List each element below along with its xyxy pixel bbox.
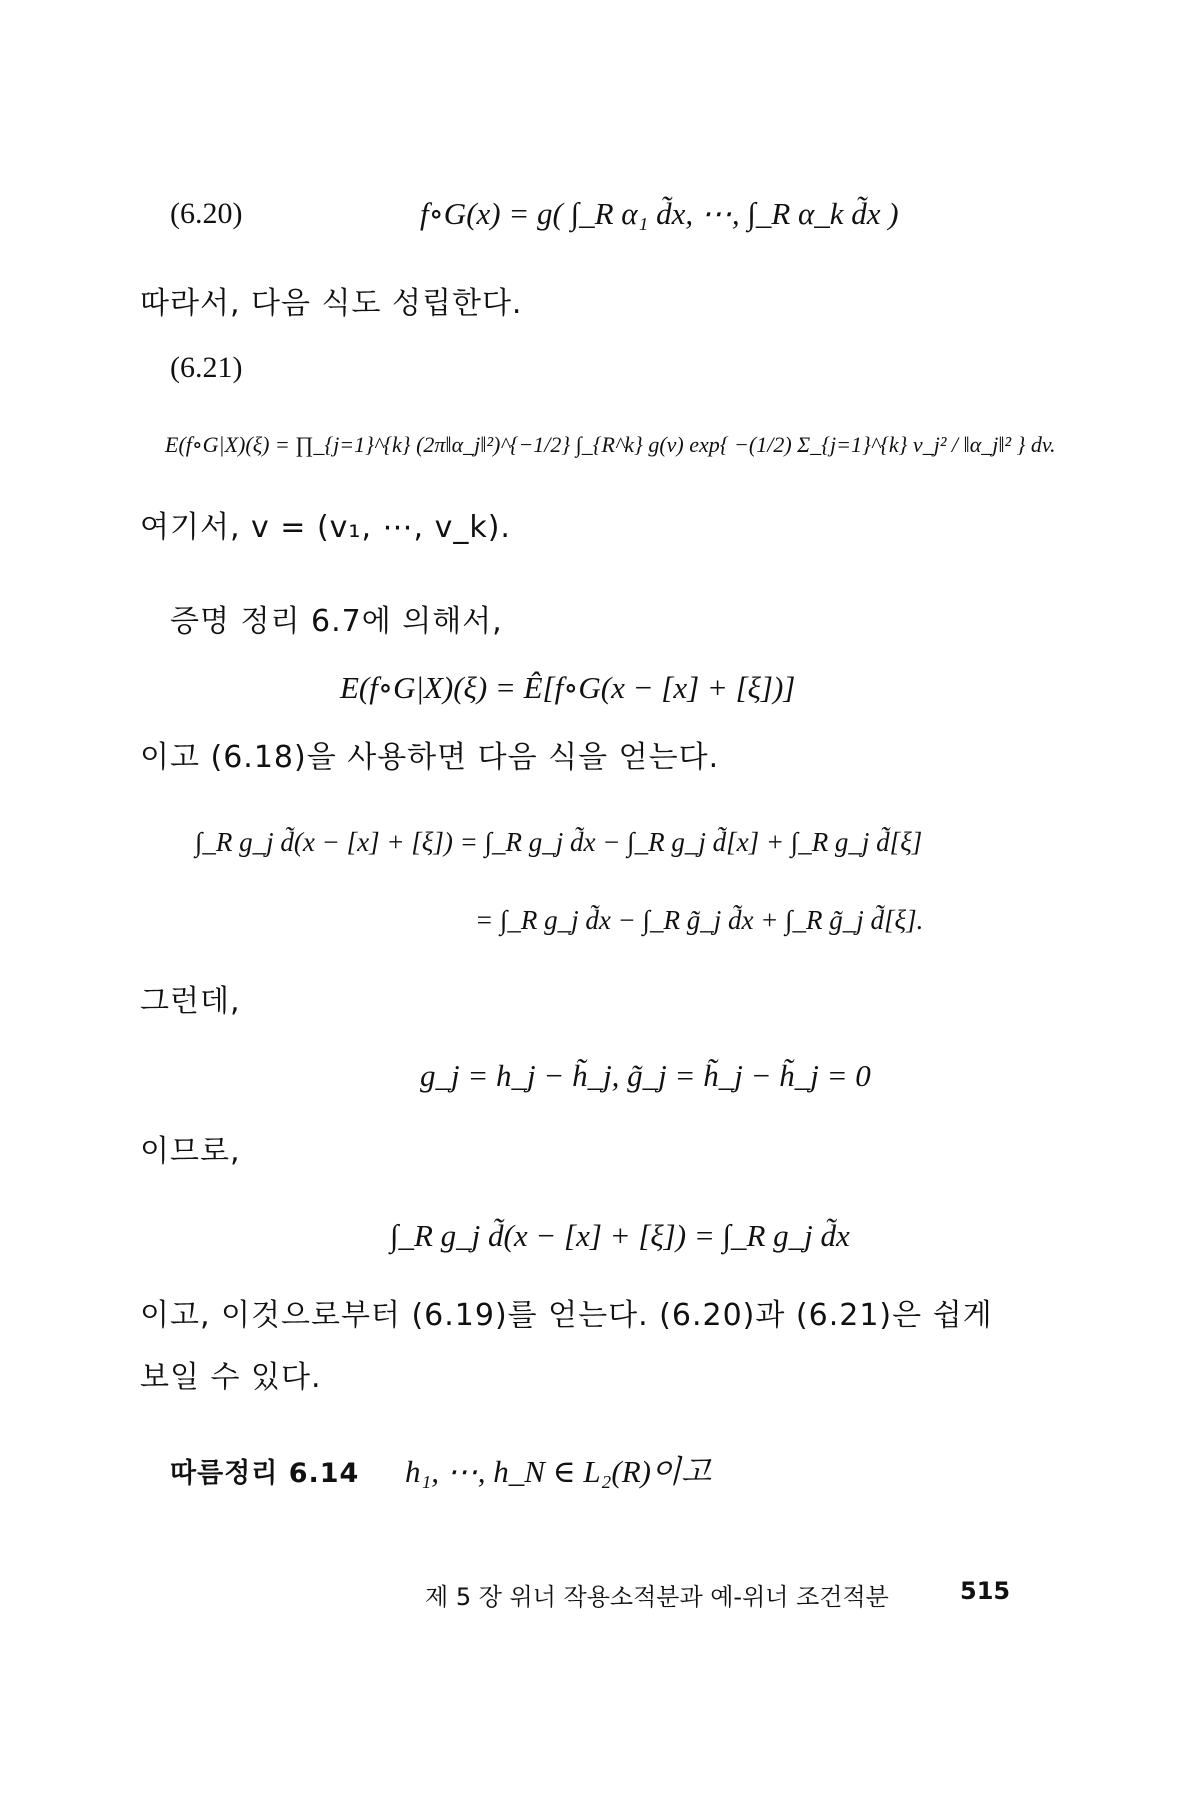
equation-proof-2-line-1: ∫_R g_j d̃(x − [x] + [ξ]) = ∫_R g_j d̃x − ∫_R g_j d̃[x] + ∫_R g_j d̃[ξ] bbox=[195, 827, 923, 857]
equation-6-20: f∘G(x) = g( ∫_R α₁ d̃x, ⋯, ∫_R α_k d̃x ) bbox=[420, 196, 899, 231]
paragraph-where: 여기서, v = (v₁, ⋯, v_k). bbox=[140, 510, 511, 545]
paragraph-conclusion-line-2: 보일 수 있다. bbox=[140, 1360, 322, 1395]
corollary-label: 따름정리 6.14 bbox=[170, 1458, 360, 1489]
page-number: 515 bbox=[960, 1577, 1011, 1605]
equation-proof-2-line-2: = ∫_R g_j d̃x − ∫_R g̃_j d̃x + ∫_R g̃_j d̃[ξ]. bbox=[475, 905, 924, 935]
equation-proof-4: ∫_R g_j d̃(x − [x] + [ξ]) = ∫_R g_j d̃x bbox=[390, 1218, 850, 1253]
paragraph-however: 그런데, bbox=[140, 984, 241, 1019]
equation-6-21: E(f∘G|X)(ξ) = ∏_{j=1}^{k} (2π‖α_j‖²)^{−1/2} ∫_{R^k} g(v) exp{ −(1/2) Σ_{j=1}^{k} v_j² / ‖α_j‖² } dv. bbox=[165, 432, 1056, 457]
corollary-statement: h₁, ⋯, h_N ∈ L₂(R)이고 bbox=[405, 1454, 711, 1489]
paragraph-hence: 이므로, bbox=[140, 1134, 241, 1169]
equation-proof-3: g_j = h_j − h̃_j, g̃_j = h̃_j − h̃_j = 0 bbox=[420, 1058, 871, 1093]
equation-label-6-21: (6.21) bbox=[170, 351, 243, 384]
paragraph-conclusion-line-1: 이고, 이것으로부터 (6.19)를 얻는다. (6.20)과 (6.21)은 쉽게 bbox=[140, 1298, 993, 1333]
paragraph-using-6-18: 이고 (6.18)을 사용하면 다음 식을 얻는다. bbox=[140, 740, 720, 775]
equation-proof-1: E(f∘G|X)(ξ) = Ê[f∘G(x − [x] + [ξ])] bbox=[340, 670, 796, 705]
running-footer-chapter: 제 5 장 위너 작용소적분과 예-위너 조건적분 bbox=[425, 1583, 889, 1611]
equation-label-6-20: (6.20) bbox=[170, 197, 243, 230]
paragraph-therefore: 따라서, 다음 식도 성립한다. bbox=[140, 286, 523, 321]
proof-intro: 증명 정리 6.7에 의해서, bbox=[170, 604, 503, 639]
